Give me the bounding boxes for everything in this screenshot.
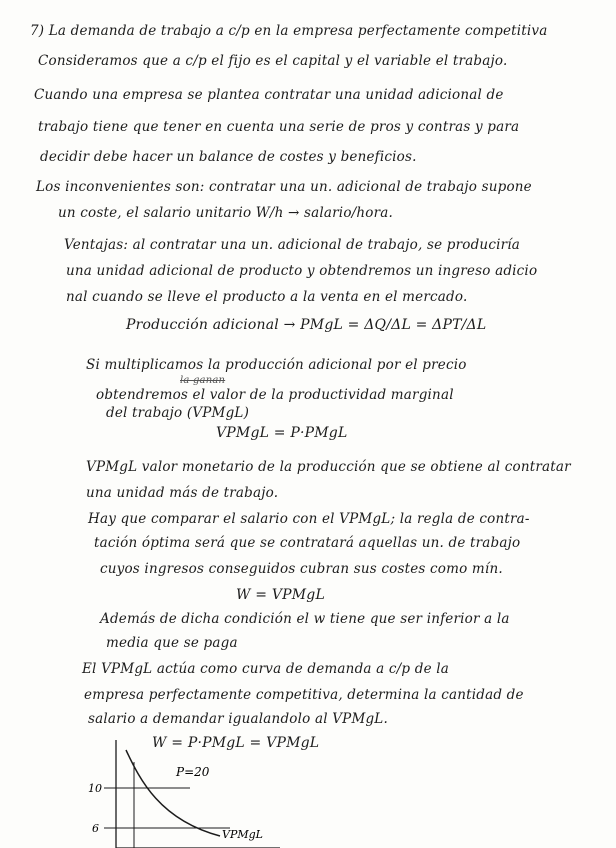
line-16: VPMgL valor monetario de la producción que se obtiene al contratar bbox=[86, 459, 571, 475]
line-6: Los inconvenientes son: contratar una un. adicional de trabajo supone bbox=[36, 179, 532, 195]
price-label: P=20 bbox=[176, 765, 210, 779]
vpmgl-curve bbox=[126, 750, 220, 836]
line-1-title: 7) La demanda de trabajo a c/p en la empresa perfectamente competitiva bbox=[30, 23, 548, 39]
line-4: trabajo tiene que tener en cuenta una serie de pros y contras y para bbox=[38, 119, 520, 135]
curve-label: VPMgL bbox=[222, 828, 263, 841]
equation-final: W = P·PMgL = VPMgL bbox=[152, 735, 320, 751]
line-3: Cuando una empresa se plantea contratar una unidad adicional de bbox=[34, 87, 504, 103]
y-tick-10: 10 bbox=[88, 782, 102, 795]
line-18: Hay que comparar el salario con el VPMgL; la regla de contra- bbox=[88, 511, 530, 527]
struck-out-text: la ganan bbox=[180, 375, 226, 386]
line-5: decidir debe hacer un balance de costes y beneficios. bbox=[40, 149, 417, 165]
line-26: salario a demandar igualandolo al VPMgL. bbox=[88, 711, 388, 727]
line-13-start: obtendremos el valor de la productividad marginal bbox=[96, 387, 454, 403]
demand-curve-sketch bbox=[80, 740, 300, 848]
equation-pmgl: Producción adicional → PMgL = ΔQ/ΔL = ΔPT/ΔL bbox=[126, 317, 487, 333]
line-23: media que se paga bbox=[106, 635, 238, 651]
line-12: Si multiplicamos la producción adicional por el precio bbox=[86, 357, 467, 373]
line-25: empresa perfectamente competitiva, determina la cantidad de bbox=[84, 687, 524, 703]
line-22: Además de dicha condición el w tiene que ser inferior a la bbox=[100, 611, 510, 627]
y-tick-6: 6 bbox=[92, 822, 99, 835]
line-24: El VPMgL actúa como curva de demanda a c/p de la bbox=[82, 661, 450, 677]
line-7: un coste, el salario unitario W/h → salario/hora. bbox=[58, 205, 394, 221]
line-19: tación óptima será que se contratará aquellas un. de trabajo bbox=[94, 535, 521, 551]
line-20: cuyos ingresos conseguidos cubran sus costes como mín. bbox=[100, 561, 503, 577]
line-14: del trabajo (VPMgL) bbox=[106, 405, 250, 421]
line-13 bbox=[96, 386, 454, 404]
line-2: Consideramos que a c/p el fijo es el capital y el variable el trabajo. bbox=[38, 53, 508, 69]
line-17: una unidad más de trabajo. bbox=[86, 485, 279, 501]
line-9: una unidad adicional de producto y obtendremos un ingreso adicio bbox=[66, 263, 538, 279]
line-8: Ventajas: al contratar una un. adicional de trabajo, se produciría bbox=[64, 237, 521, 253]
equation-vpmgl: VPMgL = P·PMgL bbox=[216, 425, 348, 441]
line-10: nal cuando se lleve el producto a la venta en el mercado. bbox=[66, 289, 468, 305]
equation-w-vpmgl: W = VPMgL bbox=[236, 587, 325, 603]
